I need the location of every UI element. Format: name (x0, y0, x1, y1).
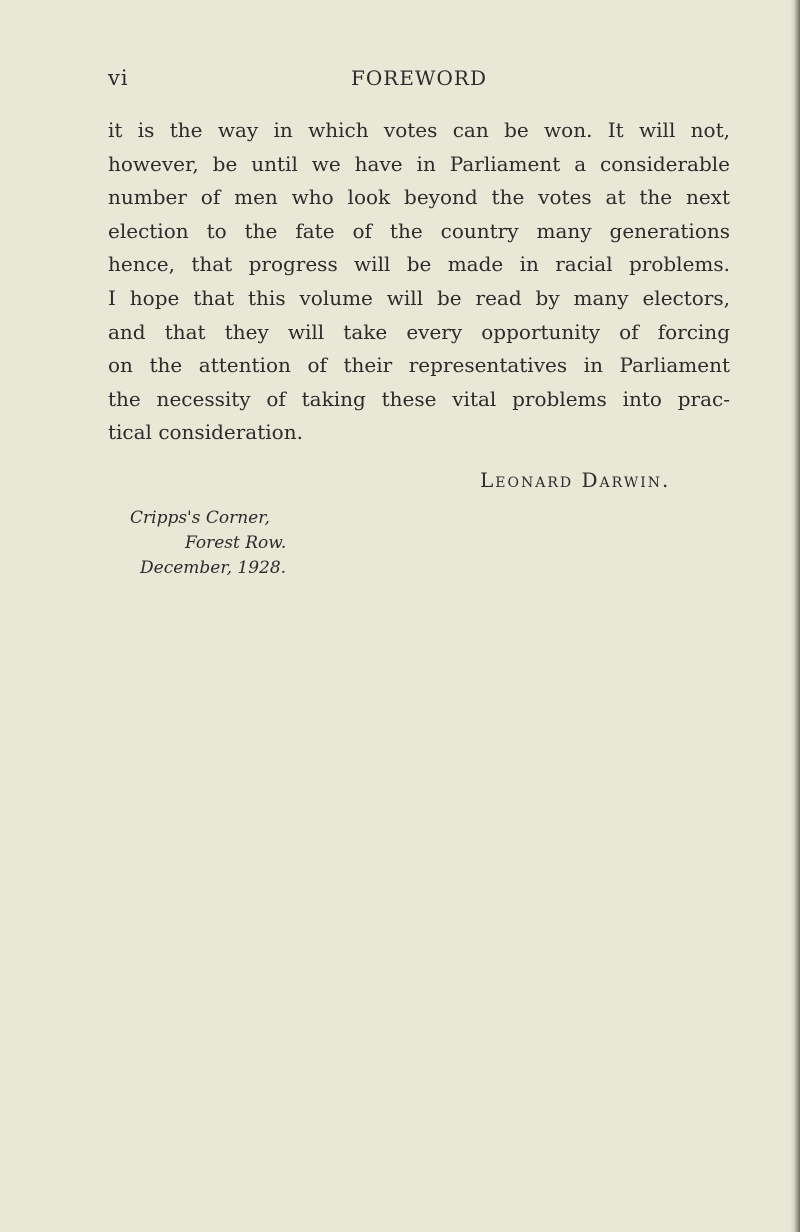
text-line: it is the way in which votes can be won. It will not, (108, 118, 730, 142)
page-number: vi (108, 66, 129, 90)
address-block (130, 506, 286, 581)
author-signature: Leonard Darwin. (480, 468, 671, 492)
text-line: tical consideration. (108, 420, 303, 445)
body-paragraph (108, 114, 730, 450)
text-line: number of men who look beyond the votes at the next (108, 185, 730, 210)
address-line: Cripps's Corner, (130, 508, 270, 528)
address-date: December, 1928. (140, 558, 287, 578)
text-line: I hope that this volume will be read by many electors, (108, 285, 730, 310)
text-line: however, be until we have in Parliament a considerable (108, 151, 730, 176)
running-head (108, 66, 730, 96)
page-edge-shadow (790, 0, 800, 1232)
text-line: election to the fate of the country many generations (108, 218, 730, 243)
text-line: and that they will take every opportunity of forcing (108, 319, 730, 344)
address-line: Forest Row. (185, 533, 287, 553)
text-line: hence, that progress will be made in racial problems. (108, 252, 730, 277)
text-line: on the attention of their representatives in Parliament (108, 353, 730, 378)
running-title: FOREWORD (351, 66, 487, 90)
text-line: the necessity of taking these vital problems into prac- (108, 386, 730, 411)
